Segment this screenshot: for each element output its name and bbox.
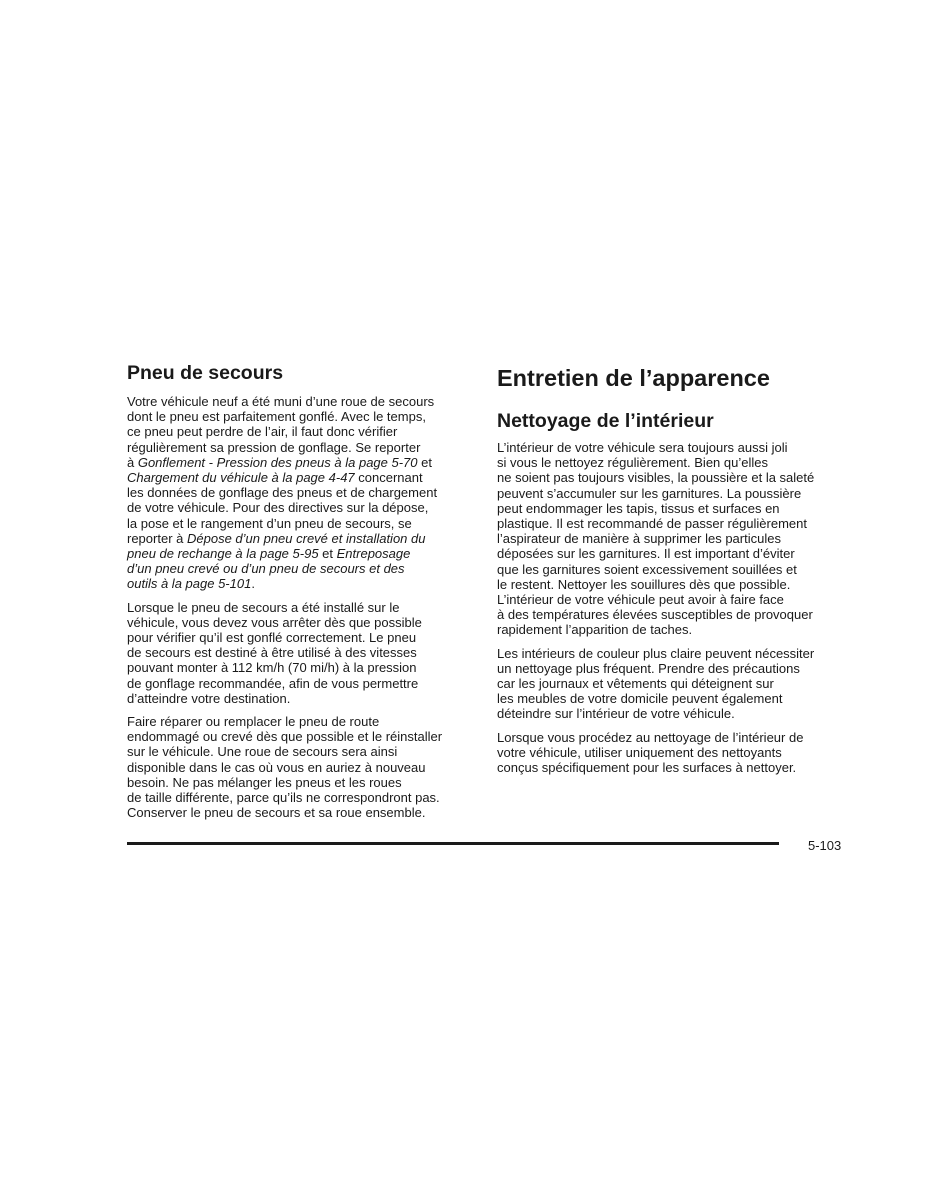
text-line: de votre véhicule. Pour des directives sur la dépose, <box>127 500 429 516</box>
text-line: les meubles de votre domicile peuvent également <box>497 691 783 707</box>
cross-reference-link[interactable]: Entreposage <box>336 546 411 562</box>
cross-reference-link[interactable]: d’un pneu crevé ou d’un pneu de secours et des <box>127 561 405 577</box>
footer-rule <box>127 842 779 845</box>
text-line: Lorsque le pneu de secours a été installé sur le <box>127 599 400 615</box>
text: reporter à <box>127 530 187 546</box>
text-line: ne soient pas toujours visibles, la poussière et la saleté <box>497 470 815 486</box>
text-line <box>127 455 469 470</box>
text-line: pour vérifier qu’il est gonflé correctement. Le pneu <box>127 630 417 646</box>
text-line: ce pneu peut perdre de l’air, il faut donc vérifier <box>127 424 398 440</box>
text-line: un nettoyage plus fréquent. Prendre des précautions <box>497 660 800 676</box>
text-line: d’atteindre votre destination. <box>127 690 291 706</box>
text-line: dont le pneu est parfaitement gonflé. Avec le temps, <box>127 409 426 425</box>
text-line: disponible dans le cas où vous en auriez à nouveau <box>127 759 426 775</box>
text-line: conçus spécifiquement pour les surfaces à nettoyer. <box>497 760 797 776</box>
cross-reference-link[interactable]: pneu de rechange à la page 5-95 <box>127 546 319 562</box>
paragraph-spare-tire-usage <box>127 600 469 706</box>
cross-reference-link[interactable]: Chargement du véhicule à la page 4-47 <box>127 470 355 486</box>
text-line: plastique. Il est recommandé de passer régulièrement <box>497 516 807 532</box>
section-heading-interior-cleaning: Nettoyage de l’intérieur <box>497 410 714 432</box>
paragraph-light-interiors <box>497 646 847 722</box>
right-column <box>497 362 847 775</box>
text-line: car les journaux et vêtements qui déteignent sur <box>497 676 774 692</box>
text-line: L’intérieur de votre véhicule sera toujours aussi joli <box>497 440 788 455</box>
text-line: que les garnitures soient excessivement souillées et <box>497 561 797 577</box>
text-line: déteindre sur l’intérieur de votre véhicule. <box>497 706 735 722</box>
text-line: Les intérieurs de couleur plus claire peuvent nécessiter <box>497 645 815 661</box>
text-line: à des températures élevées susceptibles de provoquer <box>497 607 813 623</box>
text: à <box>127 454 138 470</box>
text-line: endommagé ou crevé dès que possible et le réinstaller <box>127 729 443 745</box>
paragraph-cleaners <box>497 730 847 776</box>
text-line: Lorsque vous procédez au nettoyage de l’intérieur de <box>497 729 804 745</box>
text-line: les données de gonflage des pneus et de chargement <box>127 485 438 501</box>
cross-reference-link[interactable]: Dépose d’un pneu crevé et installation du <box>186 530 426 546</box>
text-line: peuvent s’accumuler sur les garnitures. La poussière <box>497 485 802 501</box>
page-number: 5-103 <box>808 838 842 853</box>
text-line: L’intérieur de votre véhicule peut avoir à faire face <box>497 592 784 608</box>
cross-reference-link[interactable]: outils à la page 5-101 <box>127 576 252 592</box>
text-line: besoin. Ne pas mélanger les pneus et les roues <box>127 774 402 790</box>
paragraph-interior-intro <box>497 440 847 638</box>
text-line <box>127 576 469 591</box>
text-line: de secours est destiné à être utilisé à des vitesses <box>127 645 417 661</box>
text-line: le restent. Nettoyer les souillures dès que possible. <box>497 576 791 592</box>
text-line <box>127 531 469 546</box>
text-line: votre véhicule, utiliser uniquement des nettoyants <box>497 744 782 760</box>
text-line: de taille différente, parce qu’ils ne correspondront pas. <box>127 790 440 806</box>
section-heading-spare-tire: Pneu de secours <box>127 362 284 384</box>
chapter-title-appearance-care: Entretien de l’apparence <box>497 365 770 391</box>
paragraph-spare-tire-repair <box>127 714 469 820</box>
text-line: sur le véhicule. Une roue de secours sera ainsi <box>127 744 398 760</box>
text-line: l’aspirateur de manière à supprimer les particules <box>497 531 781 547</box>
text-line: déposées sur les garnitures. Il est important d’éviter <box>497 546 795 562</box>
text-line: rapidement l’apparition de taches. <box>497 622 693 638</box>
text-line: la pose et le rangement d’un pneu de secours, se <box>127 515 412 531</box>
text-line: pouvant monter à 112 km/h (70 mi/h) à la pression <box>127 660 417 676</box>
cross-reference-link[interactable]: Gonflement - Pression des pneus à la page 5-70 <box>137 454 418 470</box>
text-line: si vous le nettoyez régulièrement. Bien qu’elles <box>497 455 768 471</box>
text: et <box>318 546 337 562</box>
text-line: régulièrement sa pression de gonflage. Se reporter <box>127 439 421 455</box>
text-line: de gonflage recommandée, afin de vous permettre <box>127 675 419 691</box>
text-line <box>127 470 469 485</box>
text-line <box>127 546 469 561</box>
text: et <box>417 454 432 470</box>
text: concernant <box>354 470 423 486</box>
text-line: peut endommager les tapis, tissus et surfaces en <box>497 500 780 516</box>
text-line: véhicule, vous devez vous arrêter dès que possible <box>127 614 422 630</box>
left-column <box>127 360 469 820</box>
text: . <box>251 576 255 592</box>
text-line: Conserver le pneu de secours et sa roue ensemble. <box>127 805 426 821</box>
text-line: Votre véhicule neuf a été muni d’une roue de secours <box>127 394 435 409</box>
text-line: Faire réparer ou remplacer le pneu de route <box>127 714 380 730</box>
paragraph-spare-tire-intro <box>127 394 469 592</box>
